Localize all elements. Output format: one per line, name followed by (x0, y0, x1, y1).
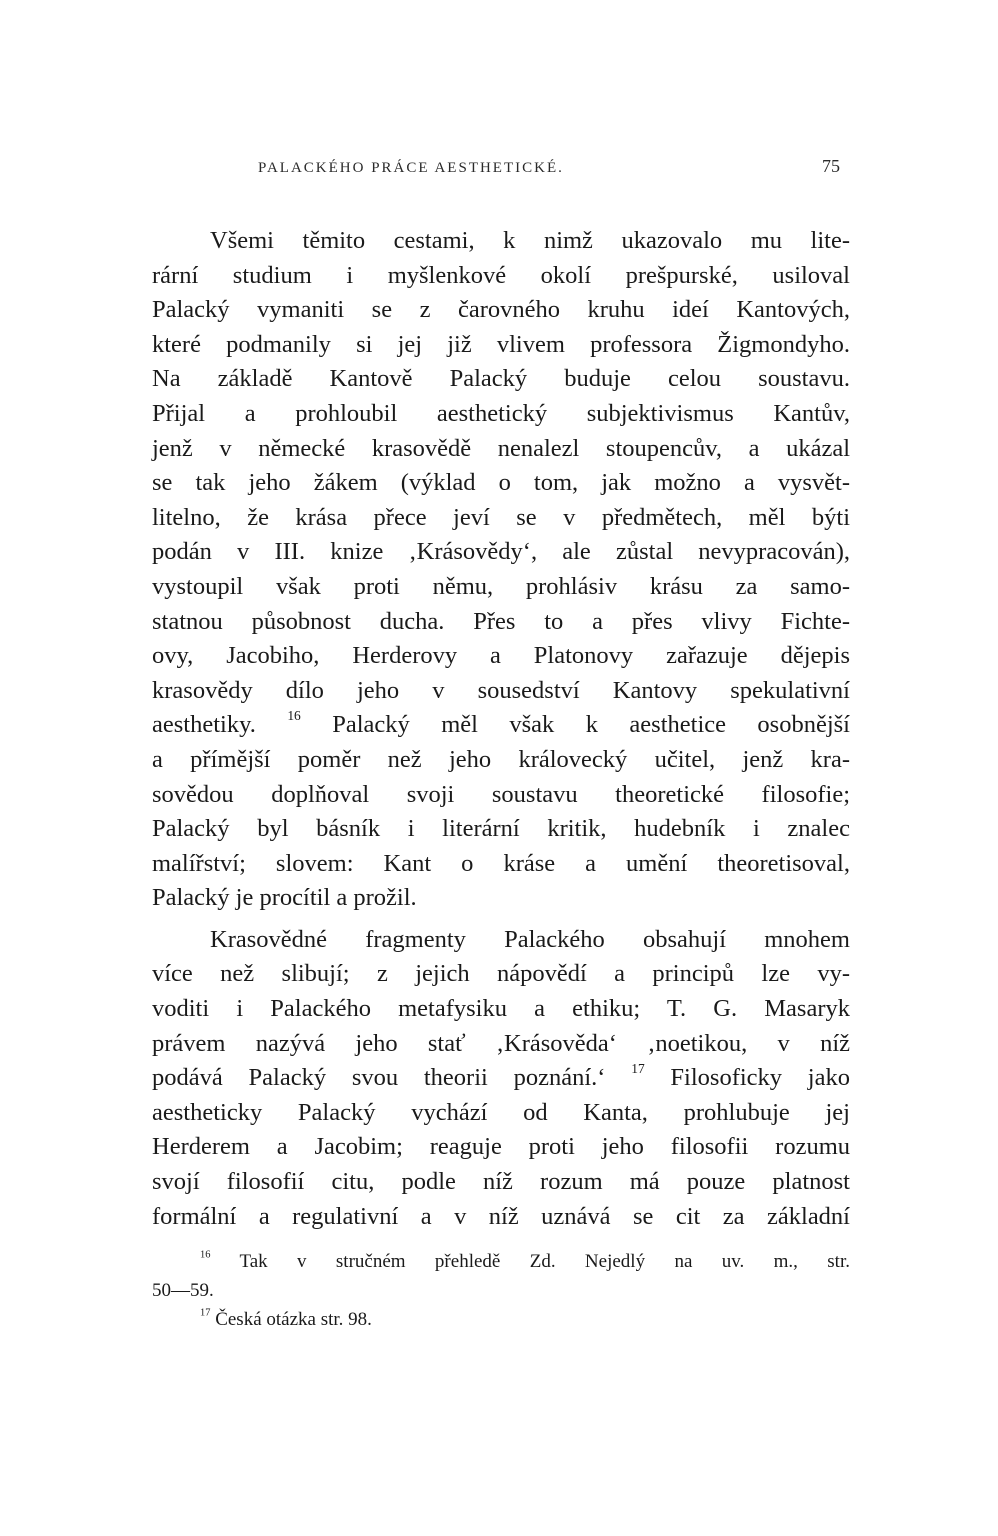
text-fragment: Filosoficky jako (644, 1064, 850, 1092)
footnote-16-continuation: 50—59. (152, 1280, 214, 1301)
footnote-16 (152, 1247, 850, 1276)
text-line: se tak jeho žákem (výklad o tom, jak možno a vysvět- (152, 469, 850, 497)
text-line: formální a regulativní a v níž uznává se cit za základní (152, 1202, 850, 1230)
footnote-mark: 17 (200, 1307, 211, 1319)
text-line: krasovědy dílo jeho v sousedství Kantovy spekulativní (152, 676, 850, 704)
text-line: Palacký byl básník i literární kritik, hudebník i znalec (152, 815, 850, 843)
footnote-text: Česká otázka str. 98. (210, 1309, 372, 1330)
text-line: Přijal a prohloubil aesthetický subjektivismus Kantův, (152, 399, 850, 427)
text-line: a přímější poměr než jeho královecký učitel, jenž kra- (152, 745, 850, 773)
footnote-mark: 16 (200, 1249, 211, 1261)
text-line: více než slibují; z jejich nápovědí a principů lze vy- (152, 960, 850, 988)
text-line-with-footnote-ref (152, 708, 850, 743)
body-text (152, 224, 850, 1234)
footnote-reference: 16 (287, 708, 301, 724)
text-line: ovy, Jacobiho, Herderovy a Platonovy zařazuje dějepis (152, 642, 850, 670)
text-line-with-footnote-ref (152, 1061, 850, 1096)
text-line: aestheticky Palacký vychází od Kanta, prohlubuje jej (152, 1098, 850, 1126)
text-line: Všemi těmito cestami, k nimž ukazovalo mu lite- (210, 227, 850, 254)
text-line: právem nazývá jeho stať ‚Krásověda‘ ‚noetikou, v níž (152, 1029, 850, 1057)
text-line: rární studium i myšlenkové okolí prešpurské, usiloval (152, 261, 850, 289)
text-line: statnou působnost ducha. Přes to a přes vlivy Fichte- (152, 607, 850, 635)
text-line: které podmanily si jej již vlivem professora Žigmondyho. (152, 330, 850, 358)
text-line: Palacký vymaniti se z čarovného kruhu ideí Kantových, (152, 296, 850, 324)
text-line: malířství; slovem: Kant o kráse a umění theoretisoval, (152, 849, 850, 877)
text-line: vystoupil však proti němu, prohlásiv krásu za samo- (152, 572, 850, 600)
footnotes (152, 1247, 850, 1334)
footnote-reference: 17 (631, 1061, 645, 1077)
footnote-text: Tak v stručném přehledě Zd. Nejedlý na uv. m., str. (210, 1251, 850, 1272)
text-line: Palacký je procítil a prožil. (152, 884, 417, 912)
text-line: litelno, že krása přece jeví se v předmětech, měl býti (152, 503, 850, 531)
text-line: svojí filosofií citu, podle níž rozum má pouze platnost (152, 1168, 850, 1196)
text-line: voditi i Palackého metafysiku a ethiku; T. G. Masaryk (152, 995, 850, 1023)
running-head: PALACKÉHO PRÁCE AESTHETICKÉ. (258, 160, 564, 176)
text-fragment: aesthetiky. (152, 711, 256, 739)
text-line: Herderem a Jacobim; reaguje proti jeho filosofii rozumu (152, 1133, 850, 1161)
text-line: sovědou doplňoval svoji soustavu theoretické filosofie; (152, 780, 850, 808)
text-line: podán v III. knize ‚Krásovědy‘, ale zůstal nevypracován), (152, 538, 850, 566)
text-fragment: Palacký měl však k aesthetice osobnější (300, 711, 850, 739)
text-line: jenž v německé krasovědě nenalezl stoupencův, a ukázal (152, 434, 850, 462)
footnote-17 (152, 1305, 850, 1334)
text-fragment: podává Palacký svou theorii poznání.‘ (152, 1064, 606, 1092)
text-line: Na základě Kantově Palacký buduje celou soustavu. (152, 365, 850, 393)
page-number: 75 (822, 156, 840, 176)
text-line: Krasovědné fragmenty Palackého obsahují mnohem (210, 925, 850, 953)
